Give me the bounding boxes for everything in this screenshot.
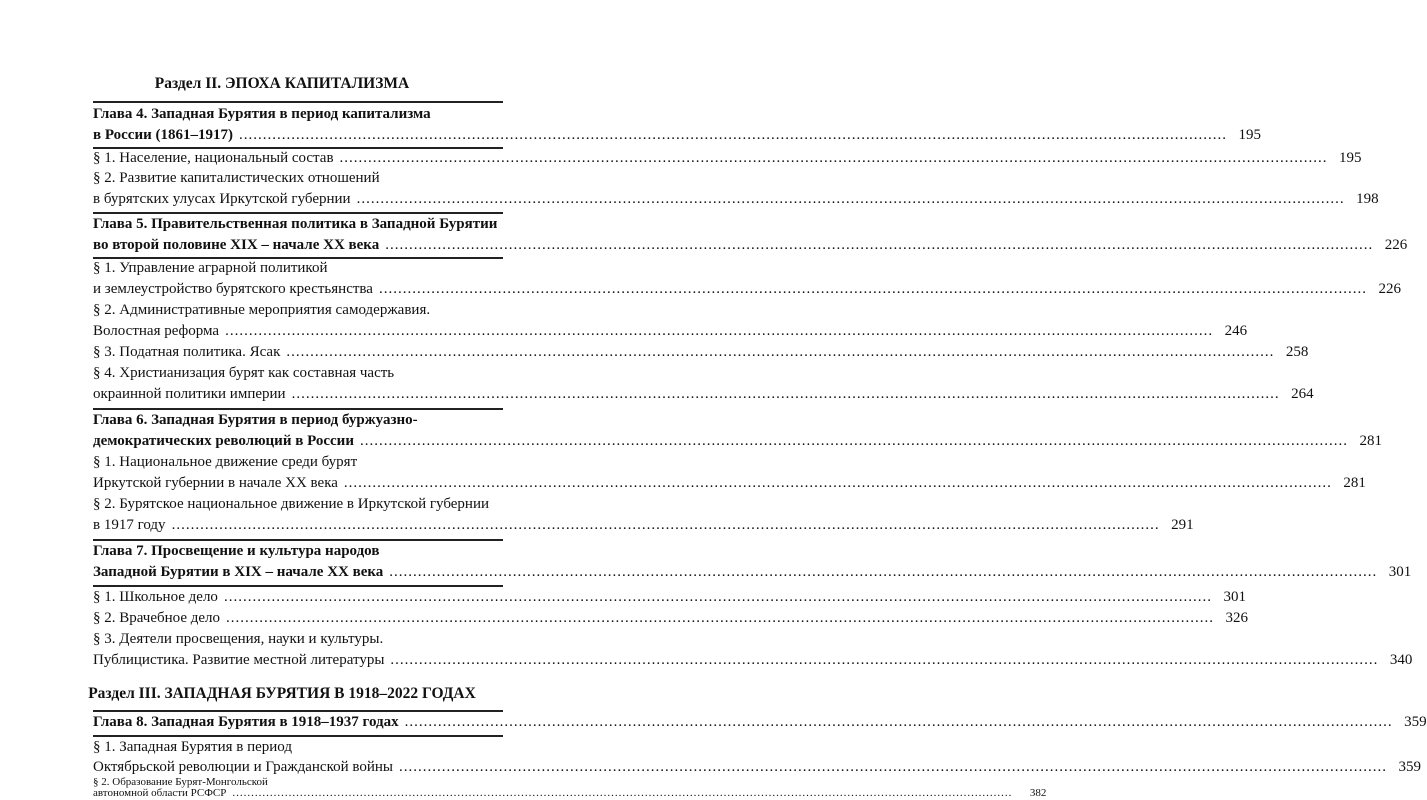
entry-text: в бурятских улусах Иркутской губернии — [93, 191, 351, 207]
entry-text: Волостная реформа — [93, 323, 220, 339]
dot-leader: ................................................................................................................................................................................................................ — [225, 323, 1214, 339]
entry-text: и землеустройство бурятского крестьянства — [93, 281, 373, 297]
page-number: 195 — [1339, 150, 1362, 166]
toc-section-7-1[interactable] — [93, 587, 1246, 608]
entry-text: § 2. Образование Бурят-Монгольской — [93, 776, 268, 788]
page-number: 382 — [1029, 787, 1047, 799]
toc-section-5-1[interactable] — [93, 258, 1401, 300]
page-number: 226 — [1378, 281, 1401, 297]
toc-section-6-2[interactable] — [93, 494, 1194, 536]
toc-chapter-4[interactable] — [93, 104, 1261, 146]
toc-section-8-2[interactable] — [93, 776, 1047, 799]
entry-text: Иркутской губернии в начале XX века — [93, 475, 338, 491]
entry-text: § 1. Школьное дело — [93, 589, 218, 605]
dot-leader: ................................................................................................................................................................................................................ — [399, 759, 1387, 775]
entry-text: Западной Бурятии в XIX – начале XX века — [93, 564, 384, 580]
section-2-heading: Раздел II. ЭПОХА КАПИТАЛИЗМА — [154, 75, 410, 92]
entry-text: Глава 7. Просвещение и культура народов — [93, 543, 380, 559]
entry-text: в России (1861–1917) — [93, 127, 233, 143]
dot-leader: ................................................................................................................................................................................................................ — [286, 344, 1275, 360]
entry-text: Глава 6. Западная Бурятия в период буржуазно- — [93, 412, 418, 428]
toc-section-7-3[interactable] — [93, 629, 1413, 671]
entry-text: § 3. Деятели просвещения, науки и культуры. — [93, 631, 384, 647]
page-number: 281 — [1359, 433, 1382, 449]
page-number: 195 — [1238, 127, 1261, 143]
toc-section-5-3[interactable] — [93, 342, 1309, 363]
entry-text: Глава 8. Западная Бурятия в 1918–1937 годах — [93, 714, 399, 730]
entry-text: окраинной политики империи — [93, 386, 286, 402]
dot-leader: ................................................................................................................................................................................................................ — [359, 433, 1348, 449]
page-number: 246 — [1224, 323, 1248, 339]
dot-leader: ................................................................................................................................................................................................................ — [404, 714, 1393, 730]
entry-text: § 3. Податная политика. Ясак — [93, 344, 281, 360]
entry-text: § 1. Население, национальный состав — [93, 150, 334, 166]
page-number: 281 — [1343, 475, 1366, 491]
dot-leader: ................................................................................................................................................................................................................ — [226, 610, 1215, 626]
dot-leader: ................................................................................................................................................................................................................ — [238, 127, 1227, 143]
page-number: 226 — [1384, 237, 1408, 253]
dot-leader: ................................................................................................................................................................................................................ — [339, 150, 1328, 166]
entry-text: демократических революций в России — [93, 433, 354, 449]
page-number: 264 — [1291, 386, 1314, 402]
entry-text: § 2. Административные мероприятия самодержавия. — [93, 302, 431, 318]
page-number: 198 — [1356, 191, 1379, 207]
toc-section-4-1[interactable] — [93, 148, 1362, 169]
entry-text: Глава 5. Правительственная политика в Западной Бурятии — [93, 216, 498, 232]
toc-section-8-1-cont[interactable] — [93, 757, 1421, 777]
entry-text: Публицистика. Развитие местной литературы — [93, 652, 385, 668]
toc-section-8-1[interactable] — [93, 737, 503, 757]
dot-leader: ................................................................................................................................................................................................................ — [291, 386, 1280, 402]
dot-leader: ................................................................................................................................................................................................................ — [378, 281, 1367, 297]
page-number: 301 — [1223, 589, 1246, 605]
entry-text: § 4. Христианизация бурят как составная часть — [93, 365, 395, 381]
page-number: 326 — [1225, 610, 1249, 626]
toc-section-4-2[interactable] — [93, 168, 1379, 210]
toc-section-7-2[interactable] — [93, 608, 1249, 629]
dot-leader: ................................................................................................................................................................................................................ — [385, 237, 1374, 253]
entry-text: в 1917 году — [93, 517, 166, 533]
page-number: 258 — [1285, 344, 1309, 360]
dot-leader: ................................................................................................................................................................................................................ — [232, 787, 1013, 799]
page-number: 359 — [1398, 759, 1421, 775]
dot-leader: ................................................................................................................................................................................................................ — [343, 475, 1332, 491]
toc-section-5-2[interactable] — [93, 300, 1248, 342]
dot-leader: ................................................................................................................................................................................................................ — [390, 652, 1379, 668]
dot-leader: ................................................................................................................................................................................................................ — [171, 517, 1160, 533]
toc-chapter-5[interactable] — [93, 214, 1408, 256]
entry-text: § 2. Врачебное дело — [93, 610, 221, 626]
toc-section-5-4[interactable] — [93, 363, 1314, 405]
entry-text: § 1. Западная Бурятия в период — [93, 739, 292, 755]
entry-text: Октябрьской революции и Гражданской войны — [93, 759, 393, 775]
entry-text: § 2. Бурятское национальное движение в Иркутской губернии — [93, 496, 489, 512]
section-3-heading: Раздел III. ЗАПАДНАЯ БУРЯТИЯ В 1918–2022 ГОДАХ — [88, 685, 476, 702]
entry-text: автономной области РСФСР — [93, 787, 227, 799]
toc-chapter-7[interactable] — [93, 541, 1412, 583]
divider — [93, 101, 503, 103]
page-number: 301 — [1388, 564, 1412, 580]
entry-text: § 2. Развитие капиталистических отношений — [93, 170, 380, 186]
toc-chapter-8[interactable] — [93, 712, 1427, 733]
dot-leader: ................................................................................................................................................................................................................ — [356, 191, 1345, 207]
page-number: 291 — [1171, 517, 1194, 533]
page-number: 340 — [1389, 652, 1413, 668]
entry-text: § 1. Управление аграрной политикой — [93, 260, 328, 276]
page-number: 359 — [1404, 714, 1427, 730]
toc-section-6-1[interactable] — [93, 452, 1366, 494]
entry-text: Глава 4. Западная Бурятия в период капитализма — [93, 106, 431, 122]
dot-leader: ................................................................................................................................................................................................................ — [389, 564, 1378, 580]
toc-chapter-6[interactable] — [93, 410, 1382, 452]
dot-leader: ................................................................................................................................................................................................................ — [223, 589, 1212, 605]
entry-text: во второй половине XIX – начале XX века — [93, 237, 380, 253]
entry-text: § 1. Национальное движение среди бурят — [93, 454, 358, 470]
